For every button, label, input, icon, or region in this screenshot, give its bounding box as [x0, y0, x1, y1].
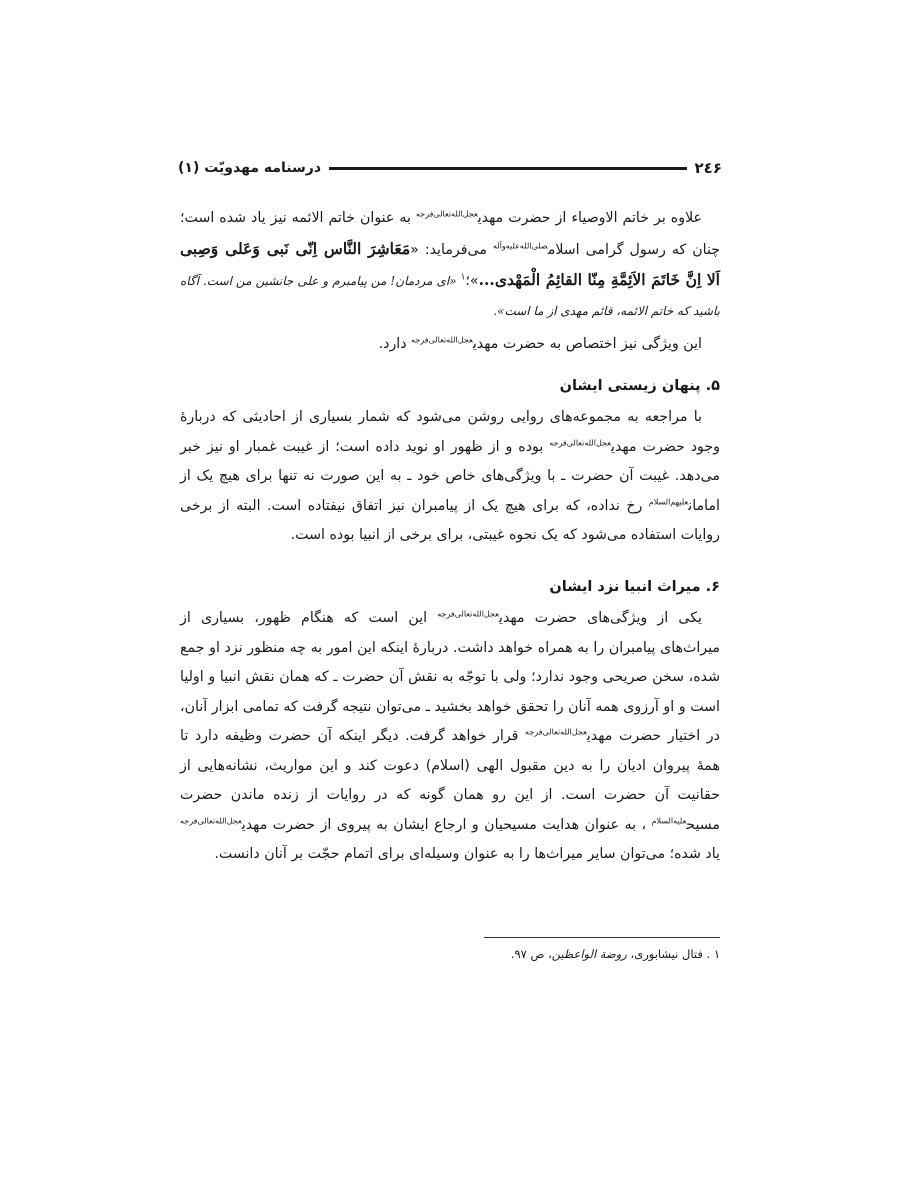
honorific-mark: عجل‌الله‌تعالی‌فرجه	[415, 209, 478, 219]
text-run: با مراجعه به مجموعه‌های روایی روشن می‌شود که شمار بسیاری از احادیثی که دربارهٔ وجود حضرت مهدی	[180, 409, 720, 455]
header-rule	[329, 167, 687, 170]
text-run: یکی از ویژگی‌های حضرت مهدی	[499, 610, 702, 626]
text-run: این است که هنگام ظهور، بسیاری از میراث‌های پیامبران را به همراه خواهد داشت. دربارهٔ اینکه این امور به چه منظور نزد او جمع شده، سخن صریحی وجود ندارد؛ ولی با توجّه به نقش آن حضرت ـ که همان نقش انبیا و اولیا است و او آرزوی همه آنان را تحقق خواهد بخشید ـ می‌توان نتیجه گرفت که تمامی ابزار آنان، در اختیار حضرت مهدی	[180, 610, 720, 744]
honorific-mark: عجل‌الله‌تعالی‌فرجه	[437, 609, 500, 619]
paragraph-exclusive-feature	[180, 330, 720, 360]
honorific-mark: صلی‌الله‌علیه‌وآله	[492, 240, 548, 250]
text-run: این ویژگی نیز اختصاص به حضرت مهدی	[472, 336, 702, 352]
text-run: می‌فرماید: «	[410, 241, 493, 258]
paragraph-prophets-heritage	[180, 604, 720, 870]
footnote	[180, 944, 720, 964]
text-run: »؛	[465, 273, 479, 289]
running-header	[178, 156, 722, 180]
honorific-mark: علیه‌السلام	[651, 815, 687, 825]
footnote-author: فتال نیشابوری،	[626, 947, 703, 961]
footnote-number: ۱ .	[702, 947, 720, 961]
page-number: ۲٤۶	[694, 159, 722, 177]
text-run: یاد شده؛ می‌توان سایر میراث‌ها را به عنوان وسیله‌ای برای اتمام حجّت بر آنان دانست.	[214, 846, 720, 862]
page-body	[180, 204, 720, 870]
honorific-mark: عجل‌الله‌تعالی‌فرجه	[525, 727, 587, 737]
footnote-reference: ۱	[460, 272, 466, 283]
paragraph-occultation	[180, 403, 720, 551]
text-run: علاوه بر خاتم الاوصیاء از حضرت مهدی	[477, 210, 703, 226]
footnote-rule	[484, 937, 720, 938]
paragraph-khatam-al-aimma	[180, 204, 720, 326]
honorific-mark: عجل‌الله‌تعالی‌فرجه	[411, 335, 473, 345]
honorific-mark: علیهم‌السلام	[648, 496, 689, 506]
text-run: به عنوان خاتم الائمه نیز یاد شده است؛ چنان که رسول گرامی اسلام	[180, 210, 720, 258]
honorific-mark: عجل‌الله‌تعالی‌فرجه	[180, 815, 242, 825]
text-run: دارد.	[378, 336, 412, 352]
hadith-translation: «ای مردمان! من پیامبرم و علی جانشین من است. آگاه باشید که خاتم الائمه، قائم مهدی از ما است».	[180, 274, 720, 318]
footnote-source-title: روضة الواعظین	[551, 947, 627, 961]
spacer	[180, 551, 720, 561]
text-run: قرار خواهد گرفت. دیگر اینکه آن حضرت وظیفه دارد تا همهٔ پیروان ادیان را به دین مقبول الهی (اسلام) دعوت کند و این مواریث، نشانه‌هایی از حقانیت آن حضرت است. از این رو همان گونه که در روایات از زنده ماندن حضرت مسیح	[180, 728, 720, 833]
text-run: ، به عنوان هدایت مسیحیان و ارجاع ایشان به پیروی از حضرت مهدی	[241, 816, 652, 833]
text-run: بوده و از ظهور او نوید داده است؛ از غیبت غمبار او نیز خبر می‌دهد. غیبت آن حضرت ـ با ویژگی‌های خاص خود ـ به این صورت نه تنها برای هیچ یک از امامان	[180, 438, 720, 514]
section-heading-6: ۶. میراث انبیا نزد ایشان	[549, 578, 720, 595]
section-heading-5: ۵. پنهان زیستی ایشان	[559, 377, 720, 394]
hadith-quote: مَعَاشِرَ النَّاس اِنّی نَبی وَعَلی وَصِبی اَلا اِنَّ خَاتَمَ الاَئِمَّةِ مِنّا القائِمُ الْمَهْدی...	[180, 238, 720, 289]
text-run: رخ نداده، که برای هیچ یک از پیامبران نیز اتفاق نیفتاده است. البته از برخی روایات استفاده می‌شود که یک نحوه غیبتی، برای برخی از انبیا بوده است.	[180, 497, 720, 543]
footnote-page: ، ص ۹۷.	[510, 947, 552, 961]
honorific-mark: عجل‌الله‌تعالی‌فرجه	[549, 437, 612, 447]
book-title: درسنامه مهدویّت (۱)	[178, 160, 322, 176]
